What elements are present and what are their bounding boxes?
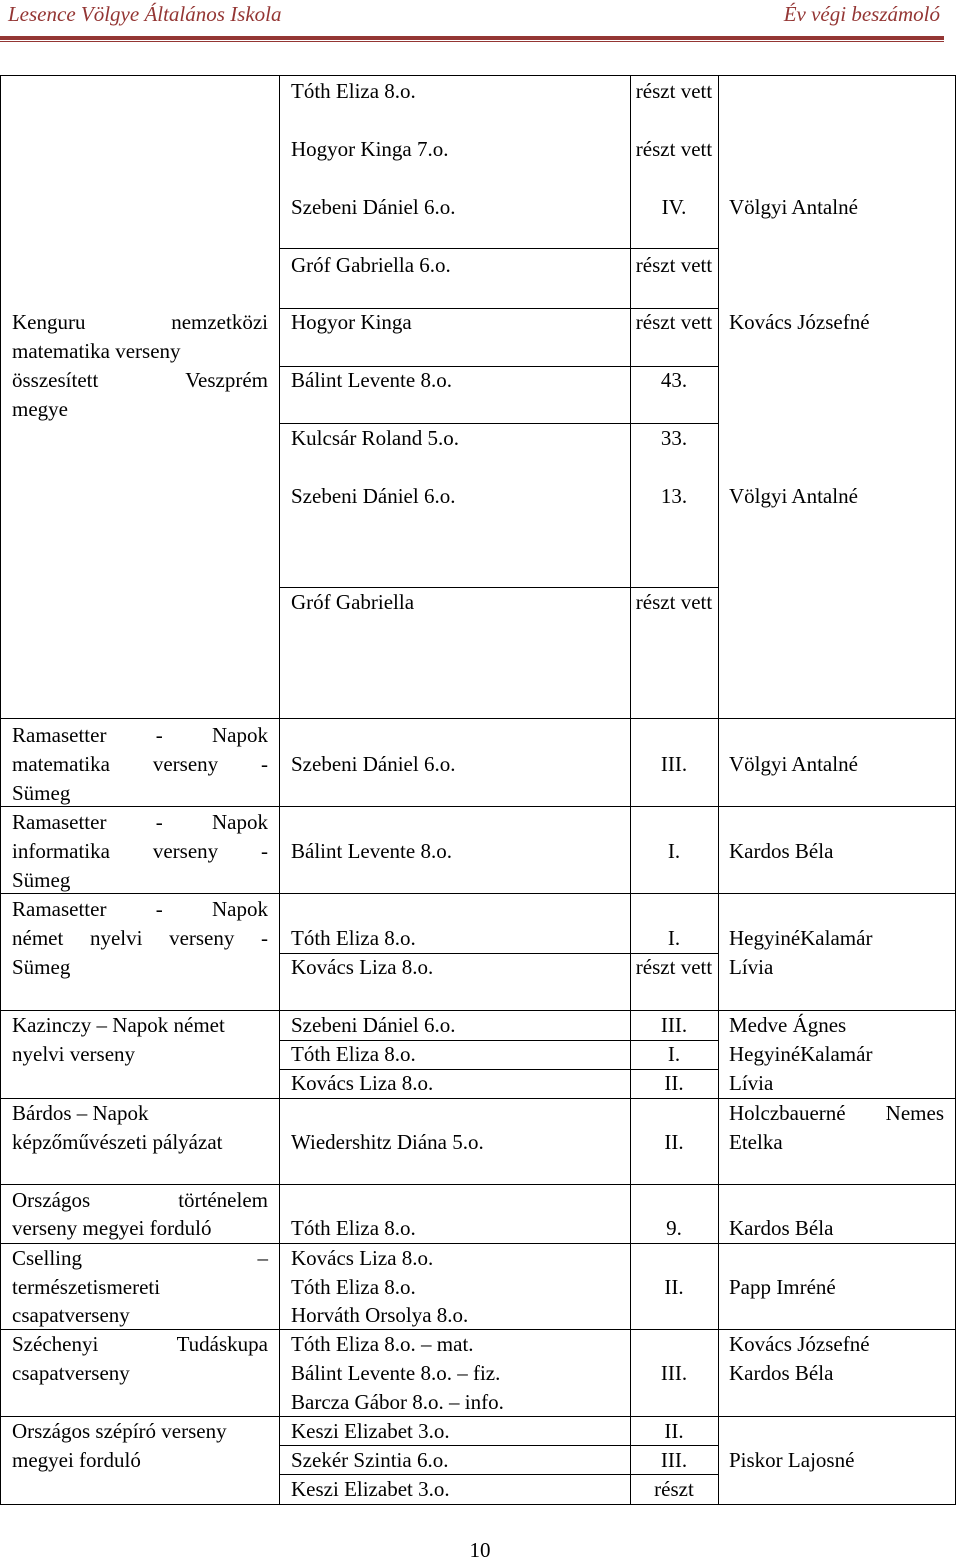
competition-name: Ramasetter - Napok xyxy=(12,897,268,921)
competition-name: megye xyxy=(12,397,68,421)
student-name: Tóth Eliza 8.o. xyxy=(291,1216,416,1240)
teacher: Papp Imréné xyxy=(729,1275,836,1299)
competition-name: Széchenyi Tudáskupa xyxy=(12,1332,268,1356)
result: III. xyxy=(660,1013,688,1037)
teacher: Völgyi Antalné xyxy=(729,195,858,219)
competition-name: csapatverseny xyxy=(12,1361,130,1385)
teacher: Medve Ágnes xyxy=(729,1013,847,1037)
student-name: Keszi Elizabet 3.o. xyxy=(291,1419,450,1443)
competition-name: megyei forduló xyxy=(12,1448,141,1472)
teacher: Völgyi Antalné xyxy=(729,484,858,508)
student-name: Hogyor Kinga 7.o. xyxy=(291,137,449,161)
competition-name: Ramasetter - Napok xyxy=(12,810,268,834)
competition-name: Kazinczy – Napok német xyxy=(12,1013,225,1037)
result: II. xyxy=(664,1130,684,1154)
competition-name: Sümeg xyxy=(12,868,71,892)
header-rule xyxy=(0,36,944,40)
student-name: Tóth Eliza 8.o. xyxy=(291,79,416,103)
student-name: Horváth Orsolya 8.o. xyxy=(291,1303,469,1327)
result: részt vett xyxy=(635,79,713,103)
result: részt vett xyxy=(635,955,713,979)
result: 43. xyxy=(660,368,688,392)
competition-name: képzőművészeti pályázat xyxy=(12,1130,223,1154)
competition-name: matematika verseny xyxy=(12,339,181,363)
page-header xyxy=(8,2,940,32)
result: 33. xyxy=(660,426,688,450)
student-name: Bálint Levente 8.o. xyxy=(291,839,452,863)
competition-name: Bárdos – Napok xyxy=(12,1101,149,1125)
student-name: Kovács Liza 8.o. xyxy=(291,1071,434,1095)
result: II. xyxy=(664,1071,684,1095)
student-name: Szekér Szintia 6.o. xyxy=(291,1448,449,1472)
student-name: Tóth Eliza 8.o. xyxy=(291,1275,416,1299)
competition-name: összesített Veszprém xyxy=(12,368,268,392)
result: III. xyxy=(660,1448,688,1472)
student-name: Gróf Gabriella xyxy=(291,590,415,614)
teacher: HegyinéKalamár xyxy=(729,1042,873,1066)
header-report: Év végi beszámoló xyxy=(783,2,940,26)
student-name: Szebeni Dániel 6.o. xyxy=(291,484,456,508)
result: III. xyxy=(660,752,688,776)
competition-name: Országos szépíró verseny xyxy=(12,1419,227,1443)
student-name: Hogyor Kinga xyxy=(291,310,412,334)
competition-name: informatika verseny - xyxy=(12,839,268,863)
competition-name: Országos történelem xyxy=(12,1188,268,1212)
teacher: HegyinéKalamár xyxy=(729,926,873,950)
competition-name: matematika verseny - xyxy=(12,752,268,776)
teacher: Kardos Béla xyxy=(729,839,834,863)
student-name: Szebeni Dániel 6.o. xyxy=(291,1013,456,1037)
header-school: Lesence Völgye Általános Iskola xyxy=(8,2,282,26)
teacher: Etelka xyxy=(729,1130,783,1154)
student-name: Gróf Gabriella 6.o. xyxy=(291,253,451,277)
student-name: Wiedershitz Diána 5.o. xyxy=(291,1130,484,1154)
competition-name: német nyelvi verseny - xyxy=(12,926,268,950)
teacher: Kardos Béla xyxy=(729,1361,834,1385)
competition-name: Sümeg xyxy=(12,955,71,979)
student-name: Tóth Eliza 8.o. xyxy=(291,1042,416,1066)
result: III. xyxy=(660,1361,688,1385)
teacher: Holczbauerné Nemes xyxy=(729,1101,944,1125)
student-name: Barcza Gábor 8.o. – info. xyxy=(291,1390,504,1414)
result: I. xyxy=(667,1042,681,1066)
competition-name: Cselling – xyxy=(12,1246,268,1270)
result: részt vett xyxy=(635,310,713,334)
result: részt xyxy=(654,1477,694,1501)
student-name: Szebeni Dániel 6.o. xyxy=(291,195,456,219)
result: részt vett xyxy=(635,137,713,161)
result: részt vett xyxy=(635,253,713,277)
result: I. xyxy=(667,926,681,950)
student-name: Kovács Liza 8.o. xyxy=(291,955,434,979)
result: 9. xyxy=(666,1216,682,1240)
student-name: Kovács Liza 8.o. xyxy=(291,1246,434,1270)
header-rule-thin xyxy=(0,41,944,42)
student-name: Kulcsár Roland 5.o. xyxy=(291,426,459,450)
result: 13. xyxy=(660,484,688,508)
student-name: Keszi Elizabet 3.o. xyxy=(291,1477,450,1501)
student-name: Tóth Eliza 8.o. xyxy=(291,926,416,950)
competition-name: Ramasetter - Napok xyxy=(12,723,268,747)
teacher: Kovács Józsefné xyxy=(729,310,870,334)
result: IV. xyxy=(661,195,687,219)
teacher: Völgyi Antalné xyxy=(729,752,858,776)
student-name: Bálint Levente 8.o. xyxy=(291,368,452,392)
competition-name: csapatverseny xyxy=(12,1303,130,1327)
teacher: Kovács Józsefné xyxy=(729,1332,870,1356)
competition-name: verseny megyei forduló xyxy=(12,1216,212,1240)
student-name: Szebeni Dániel 6.o. xyxy=(291,752,456,776)
competition-name: természetismereti xyxy=(12,1275,161,1299)
teacher: Kardos Béla xyxy=(729,1216,834,1240)
student-name: Bálint Levente 8.o. – fiz. xyxy=(291,1361,501,1385)
page-number: 10 xyxy=(469,1538,491,1562)
competition-name: Kenguru nemzetközi xyxy=(12,310,268,334)
competition-name: nyelvi verseny xyxy=(12,1042,136,1066)
competition-name: Sümeg xyxy=(12,781,71,805)
teacher: Lívia xyxy=(729,955,774,979)
result: II. xyxy=(664,1275,684,1299)
student-name: Tóth Eliza 8.o. – mat. xyxy=(291,1332,474,1356)
result: I. xyxy=(667,839,681,863)
result: részt vett xyxy=(635,590,713,614)
result: II. xyxy=(664,1419,684,1443)
teacher: Lívia xyxy=(729,1071,774,1095)
teacher: Piskor Lajosné xyxy=(729,1448,855,1472)
